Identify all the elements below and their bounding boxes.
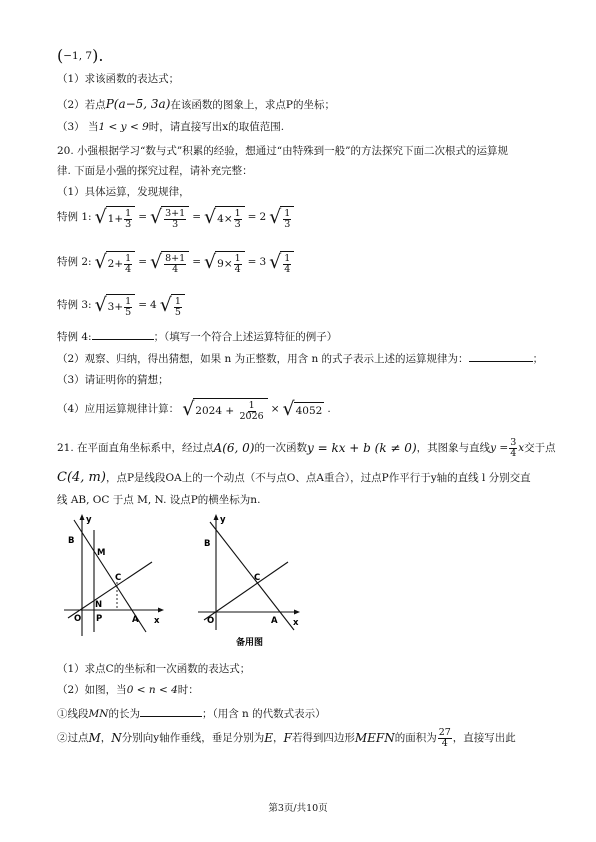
- example-3-label: 特例 3:: [57, 299, 92, 312]
- label-x: x: [293, 618, 299, 628]
- sqrt-expr: √ $\frac{1}{5}$: [160, 294, 185, 318]
- segment-mn: MN: [88, 708, 109, 720]
- sqrt-expr: √ $\frac{1}{4}$: [269, 251, 294, 275]
- linear-function: y = kx + b (k ≠ 0): [306, 440, 417, 455]
- label-y: y: [86, 515, 92, 525]
- answer-blank[interactable]: [469, 361, 533, 362]
- x-axis-arrow: [158, 608, 164, 613]
- paren-open: (: [57, 46, 64, 65]
- q19-point-p: P(a−5, 3a): [105, 97, 171, 111]
- sqrt-expr: √ $\frac{1}{3}$: [269, 206, 294, 230]
- example-2-label: 特例 2:: [57, 256, 92, 269]
- page-footer: 第3页/共10页: [268, 803, 328, 814]
- line-oc: [204, 562, 288, 620]
- line-ab: [210, 522, 294, 630]
- q19-point: [57, 46, 103, 66]
- q21-part1: （1）求点C的坐标和一次函数的表达式；: [57, 663, 251, 675]
- label-a: A: [132, 615, 139, 625]
- fraction-27-4: $\frac{27}{4}$: [438, 727, 451, 749]
- x-axis-arrow: [294, 610, 300, 615]
- q19-part2-post: 在该函数的图象上，求点P的坐标；: [170, 99, 335, 111]
- q21-part2: （2）如图，当0 < n < 4时：: [57, 684, 199, 696]
- label-p: P: [96, 614, 103, 624]
- quadrilateral-mefn: MEFN: [354, 730, 395, 745]
- label-o: O: [74, 614, 82, 624]
- label-x: x: [154, 616, 160, 626]
- label-c: C: [115, 573, 122, 583]
- q20-example-4: [57, 331, 337, 344]
- q20-example-3: 特例 3: √ 3 + $\frac{1}{5}$ = 4 √ $\frac{1}{5}$: [57, 294, 185, 318]
- example-4-hint: ；（填写一个符合上述运算特征的例子）: [153, 331, 338, 343]
- q19-part2: [57, 97, 335, 112]
- figure-main: [62, 512, 172, 638]
- label-c: C: [254, 573, 261, 583]
- point-c: C(4, m): [57, 470, 106, 485]
- q21-line-2: C(4, m)，点P是线段OA上的一个动点（不与点O、点A重合），过点P作平行于y轴的直线 l 分别交直: [57, 470, 531, 485]
- label-y: y: [220, 515, 226, 525]
- sqrt-expr: √ $\frac{8+1}{4}$: [150, 251, 189, 275]
- answer-blank[interactable]: [92, 339, 154, 340]
- n-range: 0 < n < 4: [126, 684, 178, 696]
- q21-sub2: ②过点 M ， N 分别向y轴作垂线，垂足分别为 E ， F 若得到四边形 MEFN 的面积为 $\frac{27}{4}$ ，直接写出此: [57, 727, 516, 749]
- sqrt-expr: √ 4052: [282, 398, 323, 421]
- q21-line-1: 21. 在平面直角坐标系中，经过点 A(6, 0) 的一次函数 y = kx + b (k ≠ 0) ，其图象与直线 y = $\frac{3}{4}$ x 交于点: [57, 437, 556, 459]
- label-m: M: [97, 548, 106, 558]
- q19-part3-post: 时，请直接写出x的取值范围.: [148, 121, 285, 133]
- point-a: A(6, 0): [213, 440, 255, 455]
- answer-blank[interactable]: [140, 716, 202, 717]
- y-axis-arrow: [80, 514, 85, 520]
- figure-spare: [196, 512, 308, 650]
- fraction-3-4: $\frac{3}{4}$: [510, 437, 517, 459]
- q20-part4: （4）应用运算规律计算： √ 2024 + $\frac{1}{2026}$ × √ 4052 .: [57, 398, 331, 422]
- sqrt-expr: √ 2024 + $\frac{1}{2026}$: [182, 398, 268, 422]
- label-o: O: [207, 616, 215, 626]
- example-4-label: 特例 4:: [57, 331, 92, 343]
- q20-part3: （3）请证明你的猜想；: [57, 374, 169, 386]
- label-a: A: [271, 616, 278, 626]
- figure-caption: 备用图: [236, 638, 264, 648]
- q19-part1: （1）求该函数的表达式；: [57, 73, 180, 85]
- sqrt-expr: √ 2 + $\frac{1}{4}$: [95, 251, 136, 275]
- q20-part2: [57, 353, 543, 366]
- q20-part2-end: ；: [532, 353, 544, 365]
- label-b: B: [204, 539, 211, 549]
- q19-inequality: 1 < y < 9: [98, 121, 149, 133]
- q20-part2-text: （2）观察、归纳，得出猜想，如果 n 为正整数，用含 n 的式子表示上述的运算规律为：: [57, 353, 469, 365]
- q19-part2-pre: （2）若点: [57, 99, 106, 111]
- paren-close: ).: [92, 46, 104, 65]
- q20-part4-text: （4）应用运算规律计算：: [57, 403, 180, 416]
- q20-intro-1: 20. 小强根据学习“数与式”积累的经验，想通过“由特殊到一般”的方法探究下面二次根式的运算规: [57, 145, 509, 157]
- q21-line-3: 线 AB, OC 于点 M, N. 设点P的横坐标为n.: [57, 494, 261, 506]
- sqrt-expr: √ 4 × $\frac{1}{3}$: [204, 206, 245, 230]
- label-b: B: [68, 536, 75, 546]
- q20-example-1: 特例 1: √ 1 + $\frac{1}{3}$ = √ $\frac{3+1}{3}$ = √ 4 × $\frac{1}{3}$ = 2 √ $\frac{1}{3}$: [57, 206, 294, 230]
- y-axis-arrow: [214, 514, 219, 520]
- example-1-label: 特例 1:: [57, 211, 92, 224]
- q20-part1: （1）具体运算，发现规律，: [57, 186, 190, 198]
- sqrt-expr: √ 1 + $\frac{1}{3}$: [95, 206, 136, 230]
- q19-part3: [57, 121, 284, 134]
- q20-example-2: 特例 2: √ 2 + $\frac{1}{4}$ = √ $\frac{8+1}{4}$ = √ 9 × $\frac{1}{4}$ = 3 √ $\frac{1}{4}$: [57, 251, 294, 275]
- sqrt-expr: √ 9 × $\frac{1}{4}$: [204, 251, 245, 275]
- q21-sub1: ①线段MN的长为 ；（用含 n 的代数式表示）: [57, 708, 326, 720]
- label-n: N: [95, 600, 103, 610]
- point-coords: −1, 7: [63, 50, 93, 62]
- sqrt-expr: √ 3 + $\frac{1}{5}$: [95, 294, 136, 318]
- q20-intro-2: 律. 下面是小强的探究过程，请补充完整：: [57, 165, 253, 177]
- q19-part3-pre: （3） 当: [57, 121, 99, 133]
- sqrt-expr: √ $\frac{3+1}{3}$: [150, 206, 189, 230]
